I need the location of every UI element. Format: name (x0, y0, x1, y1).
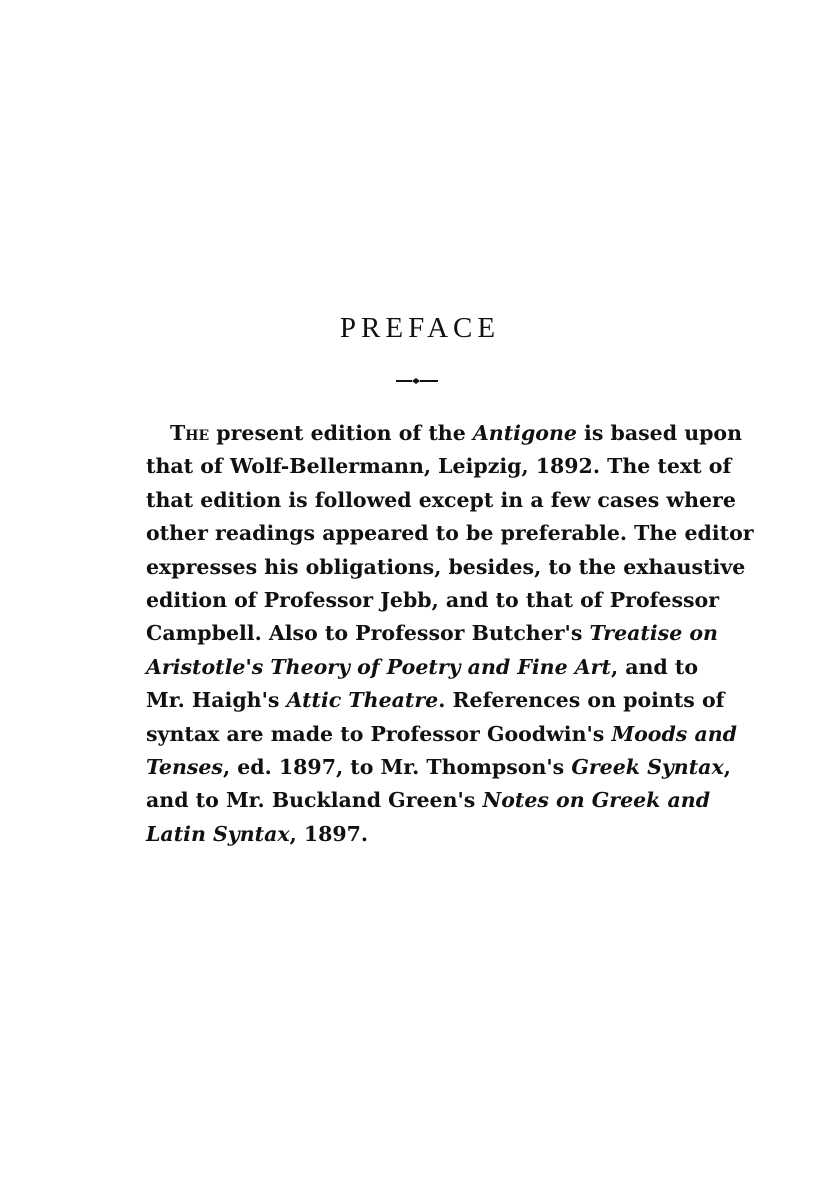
line-text: expresses his obligations, besides, to the exhaustive (146, 554, 746, 579)
paragraph-line (146, 551, 746, 584)
paragraph-line (146, 417, 743, 450)
italic-title-text: Tenses (146, 755, 223, 780)
line-text: Campbell. Also to Professor Butcher's (146, 621, 590, 646)
italic-title-text: Treatise on (589, 621, 718, 646)
italic-title-text: Attic Theatre (286, 688, 439, 713)
paragraph-line (146, 818, 694, 851)
line-text: , ed. 1897, to Mr. Thompson's (222, 755, 572, 780)
paragraph-line (146, 484, 736, 517)
dash-dot-ornament-icon (395, 374, 439, 388)
line-text: edition of Professor Jebb, and to that of Professor (146, 588, 720, 613)
line-text: , (723, 755, 731, 780)
paragraph-line (146, 684, 725, 717)
line-text: that edition is followed except in a few cases where (146, 487, 736, 512)
paragraph-line (146, 617, 718, 650)
line-text: is based upon (576, 421, 743, 445)
page-title: PREFACE (339, 312, 501, 344)
preface-paragraph (146, 417, 754, 851)
line-text: Mr. Haigh's (146, 688, 287, 713)
smallcaps-lead-word: The (170, 421, 210, 445)
paragraph-line (146, 651, 699, 684)
italic-title-text: Greek Syntax (571, 755, 724, 780)
line-text: syntax are made to Professor Goodwin's (146, 721, 612, 746)
italic-title-text: Antigone (472, 421, 577, 445)
line-text: . References on points of (438, 688, 725, 713)
line-text: other readings appeared to be preferable. The editor (146, 521, 754, 546)
italic-title-text: Aristotle's Theory of Poetry and Fine Art (146, 654, 611, 679)
line-text: that of Wolf-Bellermann, Leipzig, 1892. The text of (146, 454, 732, 479)
italic-title-text: Moods and (611, 721, 738, 746)
paragraph-line (146, 584, 720, 617)
italic-title-text: Notes on Greek and (482, 788, 711, 813)
paragraph-line (146, 718, 738, 751)
paragraph-line (146, 450, 732, 483)
line-text: , and to (610, 654, 699, 679)
paragraph-line (146, 751, 731, 784)
line-text: , 1897. (289, 821, 369, 846)
line-text: and to Mr. Buckland Green's (146, 788, 483, 813)
paragraph-line (146, 517, 754, 550)
italic-title-text: Latin Syntax (146, 821, 290, 846)
paragraph-line (146, 784, 711, 817)
line-text: present edition of the (209, 421, 473, 445)
